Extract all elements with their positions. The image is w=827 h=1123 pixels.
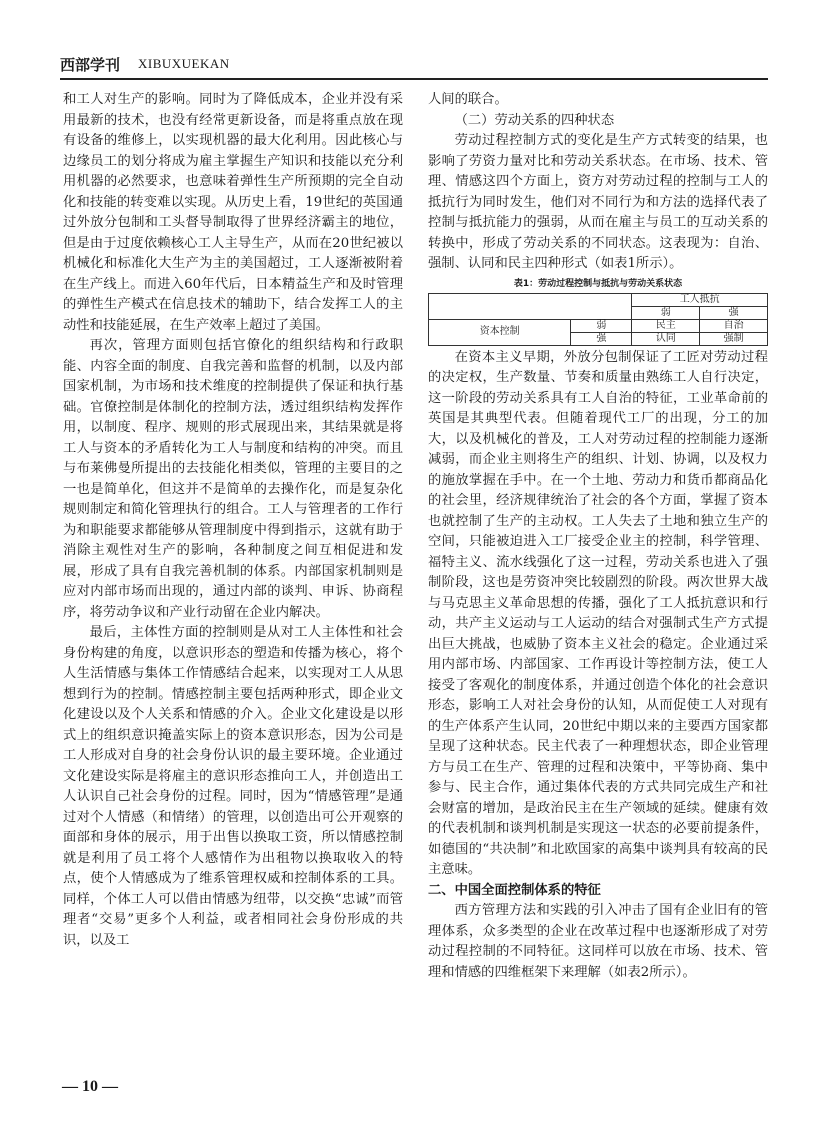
table-row-group-header: 资本控制: [429, 319, 571, 345]
subsection-heading: （二）劳动关系的四种状态: [454, 112, 615, 128]
page-number: — 10 —: [62, 1078, 118, 1095]
right-column: [428, 90, 768, 1050]
table-cell: 认同: [632, 332, 700, 345]
paragraph: 再次，管理方面则包括官僚化的组织结构和行政职能、内容全面的制度、自我完善和监督的机制，以及内部国家机制，为市场和技术维度的控制提供了保证和执行基础。官僚控制是体制化的控制方法，透过组织结构发挥作用，以制度、程序、规则的形式展现出来，其结果就是将工人与资本的矛盾转化为工人与制度和结构的冲突。而且与布莱佛曼所提出的去技能化相类似，管理的主要目的之一也是简单化，但这并不是简单的去操作化，而是复杂化规则制定和简化管理执行的组合。工人与管理者的工作行为和职能要求都能够从管理制度中得到指示，这就有助于消除主观性对生产的影响，各种制度之间互相促进和发展，形成了具有自我完善机制的体系。内部国家机制则是应对内部市场而出现的，通过内部的谈判、申诉、协商程序，将劳动争议和产业行动留在企业内解决。: [63, 338, 403, 620]
table-col-group-header: 工人抵抗: [632, 293, 768, 306]
paragraph: 人间的联合。: [428, 92, 508, 107]
table-cell: 自治: [700, 319, 768, 332]
table-caption: 表1：劳动过程控制与抵抗与劳动关系状态: [513, 278, 683, 289]
paragraph: 西方管理方法和实践的引入冲击了国有企业旧有的管理体系，众多类型的企业在改革过程中也逐渐形成了对劳动过程控制的不同特征。这同样可以放在市场、技术、管理和情感的四维框架下来理解（如表2所示）。: [428, 903, 768, 980]
page-header: [60, 50, 768, 80]
section-heading: 二、中国全面控制体系的特征: [428, 882, 601, 898]
journal-title-en: XIBUXUEKAN: [138, 56, 230, 71]
left-column: [63, 90, 403, 1050]
table-cell: 强制: [700, 332, 768, 345]
table-corner-cell: [429, 293, 632, 319]
labor-relations-table: [428, 293, 768, 346]
table-col-strong-header: 强: [700, 306, 768, 319]
table-row-strong-header: 强: [571, 332, 632, 345]
journal-title-cn: 西部学刊: [60, 56, 121, 74]
paragraph: 在资本主义早期，外放分包制保证了工匠对劳动过程的决定权，生产数量、节奏和质量由熟练工人自行决定，这一阶段的劳动关系具有工人自治的特征，工业革命前的英国是其典型代表。但随着现代工厂的出现，分工的加大，以及机械化的普及，工人对劳动过程的控制能力逐渐减弱，而企业主则将生产的组织、计划、协调，以及权力的施放掌握在手中。在一个土地、劳动力和货币都商品化的社会里，经济规律统治了社会的各个方面，掌握了资本也就控制了生产的主动权。工人失去了土地和独立生产的空间，只能被迫进入工厂接受企业主的控制，科学管理、福特主义、流水线强化了这一过程，劳动关系也进入了强制阶段，这也是劳资冲突比较剧烈的阶段。两次世界大战与马克思主义革命思想的传播，强化了工人抵抗意识和行动，共产主义运动与工人运动的结合对强制式生产方式提出巨大挑战，也威胁了资本主义社会的稳定。企业通过采用内部市场、内部国家、工作再设计等控制方法，使工人接受了客观化的制度体系，并通过创造个体化的社会意识形态，影响工人对社会身份的认知，从而促使工人对现有的生产体系产生认同，20世纪中期以来的主要西方国家都呈现了这种状态。民主代表了一种理想状态，即企业管理方与员工在生产、管理的过程和决策中，平等协商、集中参与、民主合作，通过集体代表的方式共同完成生产和社会财富的增加，是政治民主在生产领域的延续。健康有效的代表机制和谈判机制是实现这一状态的必要前提条件，如德国的“共决制”和北欧国家的高集中谈判具有较高的民主意味。: [428, 349, 768, 877]
table-row-weak-header: 弱: [571, 319, 632, 332]
paragraph: 劳动过程控制方式的变化是生产方式转变的结果，也影响了劳资力量对比和劳动关系状态。在市场、技术、管理、情感这四个方面上，资方对劳动过程的控制与工人的抵抗行为同时发生，他们对不同行为和方法的选择代表了控制与抵抗能力的强弱，从而在雇主与员工的互动关系的转换中，形成了劳动关系的不同状态。这表现为：自治、强制、认同和民主四种形式（如表1所示）。: [428, 133, 768, 271]
table-cell: 民主: [632, 319, 700, 332]
paragraph: 最后，主体性方面的控制则是从对工人主体性和社会身份构建的角度，以意识形态的塑造和传播为核心，将个人生活情感与集体工作情感结合起来，以实现对工人从思想到行为的控制。情感控制主要包括两种形式，即企业文化建设以及个人关系和情感的介入。企业文化建设是以形式上的组织意识掩盖实际上的资本意识形态，因为公司是工人形成对自身的社会身份认识的最主要环境。企业通过文化建设实际是将雇主的意识形态推向工人，并创造出工人认识自己社会身份的过程。同时，因为“情感管理”是通过对个人情感（和情绪）的管理，以创造出可公开观察的面部和身体的展示，用于出售以换取工资，所以情感控制就是利用了员工将个人感情作为出租物以换取收入的特点，使个人情感成为了维系管理权威和控制体系的工具。同样，个体工人可以借由情感为纽带，以交换“忠诚”而管理者“交易”更多个人利益，或者相同社会身份形成的共识，以及工: [63, 625, 403, 948]
table-col-weak-header: 弱: [632, 306, 700, 319]
paragraph: 和工人对生产的影响。同时为了降低成本，企业并没有采用最新的技术，也没有经常更新设备，而是将重点放在现有设备的维修上，以实现机器的最大化利用。因此核心与边缘员工的划分将成为雇主掌握生产知识和技能以充分利用机器的必然要求，也意味着弹性生产所预期的完全自动化和技能的转变难以实现。从历史上看，19世纪的英国通过外放分包制和工头督导制取得了世界经济霸主的地位，但是由于过度依赖核心工人主导生产，从而在20世纪被以机械化和标准化大生产为主的美国超过，工人逐渐被附着在生产线上。而进入60年代后，日本精益生产和及时管理的弹性生产模式在信息技术的辅助下，结合发挥工人的主动性和技能延展，在生产效率上超过了美国。: [63, 92, 403, 333]
